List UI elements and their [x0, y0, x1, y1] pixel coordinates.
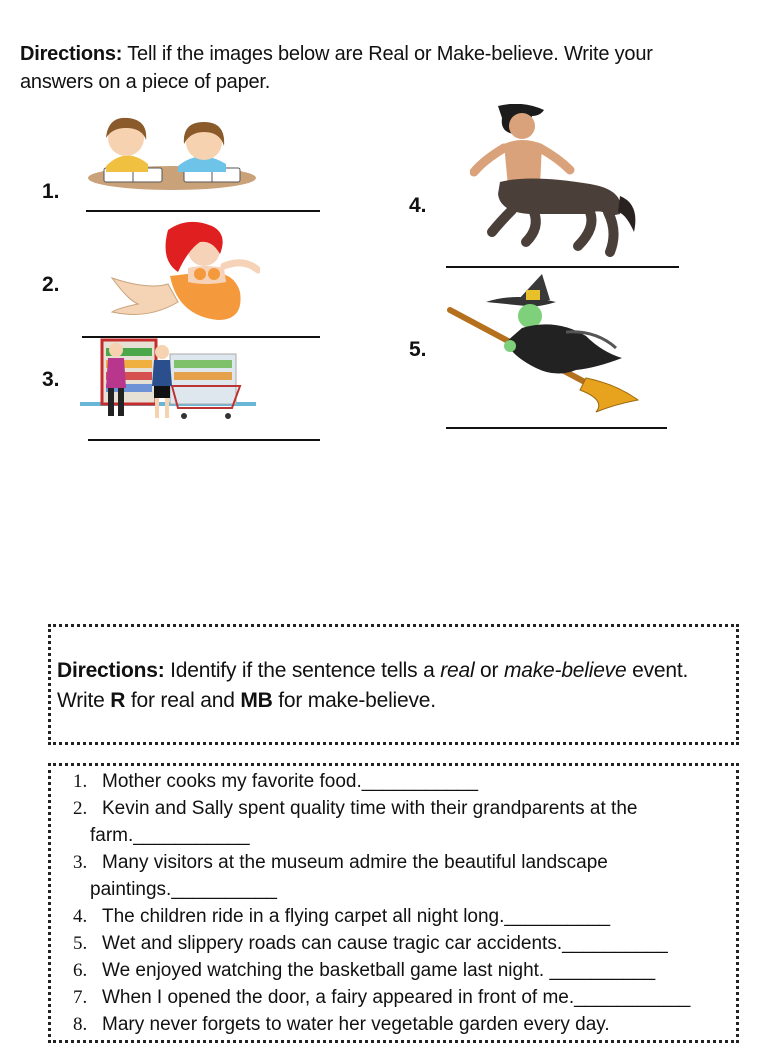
list-item: 3. Many visitors at the museum admire the beautiful landscape paintings.__________ [73, 852, 608, 900]
directions-label-2: Directions: [57, 659, 165, 682]
image-number-4: 4. [409, 194, 427, 217]
r-label: R [110, 689, 126, 712]
mermaid-icon [108, 220, 260, 328]
directions-label-1: Directions: [20, 43, 123, 65]
grocery-shopping-icon [80, 336, 256, 424]
list-item: 6. We enjoyed watching the basketball game last night. __________ [73, 960, 656, 981]
centaur-icon [470, 104, 642, 260]
answer-line-5 [446, 427, 667, 429]
real-word: Real [368, 43, 409, 65]
image-number-2: 2. [42, 273, 60, 296]
answer-line-3 [88, 439, 320, 441]
mb-label: MB [240, 689, 273, 712]
answer-line-1 [86, 210, 320, 212]
real-italic: real [440, 659, 475, 682]
image-number-1: 1. [42, 180, 60, 203]
witch-on-broom-icon [446, 272, 642, 422]
list-item: 8. Mary never forgets to water her vegetable garden every day. [73, 1014, 610, 1035]
image-number-5: 5. [409, 338, 427, 361]
list-item: 4. The children ride in a flying carpet all night long.__________ [73, 906, 611, 927]
make-believe-italic: make-believe [503, 659, 627, 682]
children-studying-icon [86, 116, 258, 196]
directions-2: Directions: Identify if the sentence tells a real or make-believe event. Write R for real and MB for make-believe. [57, 659, 689, 712]
answer-line-4 [446, 266, 679, 268]
list-item: 1. Mother cooks my favorite food.___________ [73, 771, 479, 792]
make-believe-word: Make-believe [436, 43, 554, 65]
sentence-list [50, 768, 740, 1038]
image-number-3: 3. [42, 368, 60, 391]
directions-1: Directions: Tell if the images below are Real or Make-believe. Write your answers on a piece of paper. [20, 43, 653, 93]
list-item: 5. Wet and slippery roads can cause tragic car accidents.__________ [73, 933, 668, 954]
list-item: 7. When I opened the door, a fairy appeared in front of me.___________ [73, 987, 691, 1008]
list-item: 2. Kevin and Sally spent quality time with their grandparents at the farm.___________ [73, 798, 638, 846]
